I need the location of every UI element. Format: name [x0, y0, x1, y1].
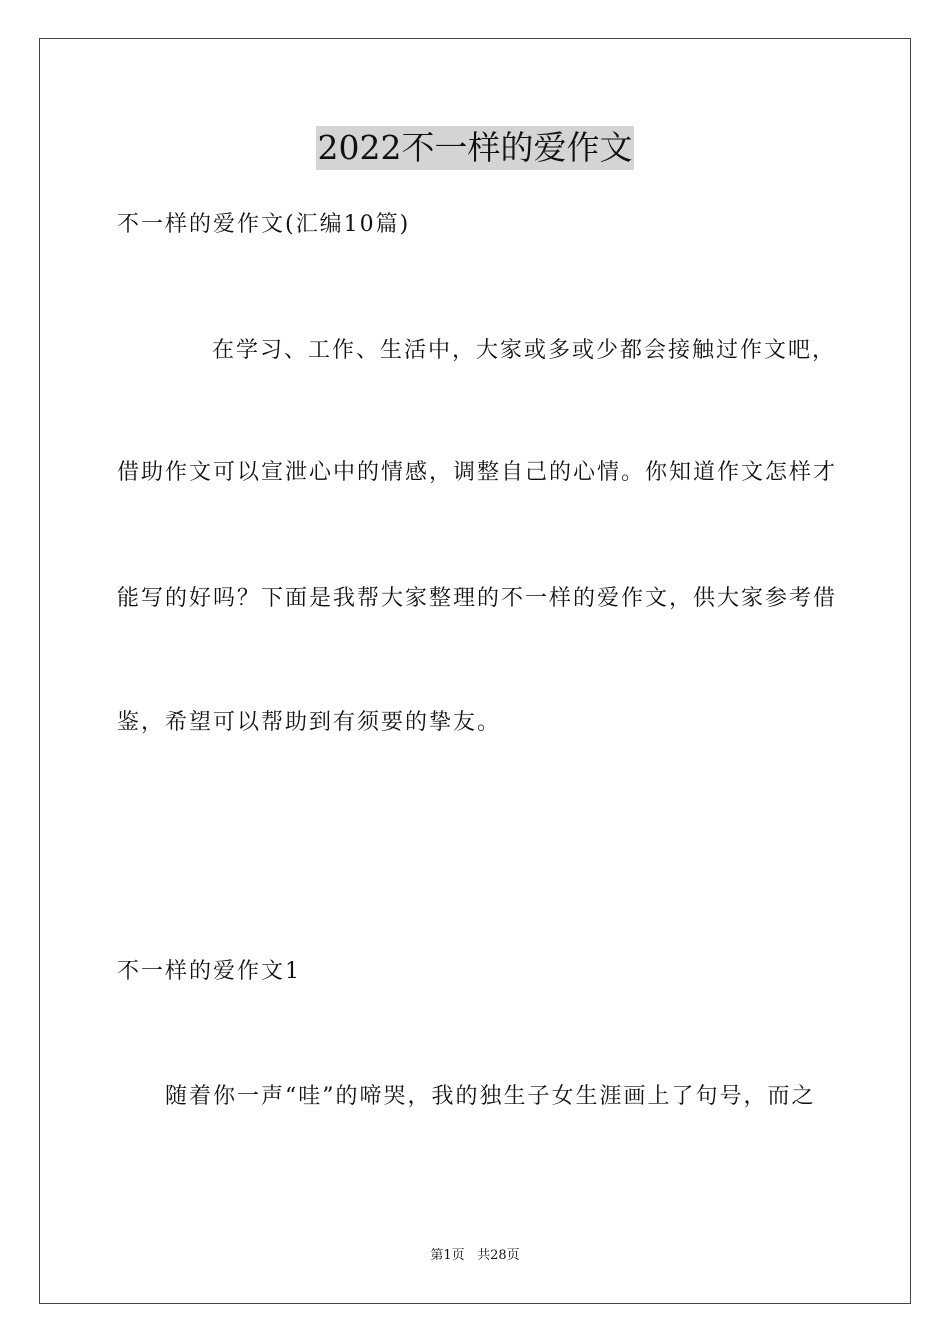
section-heading: 不一样的爱作文1 — [117, 959, 301, 984]
document-title[interactable]: 2022不一样的爱作文 — [316, 126, 635, 170]
page-number: 第1页 — [430, 1248, 465, 1263]
intro-line-3: 能写的好吗？下面是我帮大家整理的不一样的爱作文，供大家参考借 — [117, 586, 838, 611]
page-footer — [0, 1247, 950, 1265]
document-subtitle: 不一样的爱作文(汇编10篇) — [117, 212, 411, 237]
intro-line-4: 鉴，希望可以帮助到有须要的挚友。 — [117, 710, 502, 735]
total-pages: 共28页 — [477, 1248, 520, 1263]
intro-line-2: 借助作文可以宣泄心中的情感，调整自己的心情。你知道作文怎样才 — [117, 460, 838, 485]
body-line-1: 随着你一声“哇”的啼哭，我的独生子女生涯画上了句号，而之 — [165, 1084, 816, 1109]
intro-line-1: 在学习、工作、生活中，大家或多或少都会接触过作文吧， — [212, 338, 837, 363]
title-container — [0, 126, 950, 170]
